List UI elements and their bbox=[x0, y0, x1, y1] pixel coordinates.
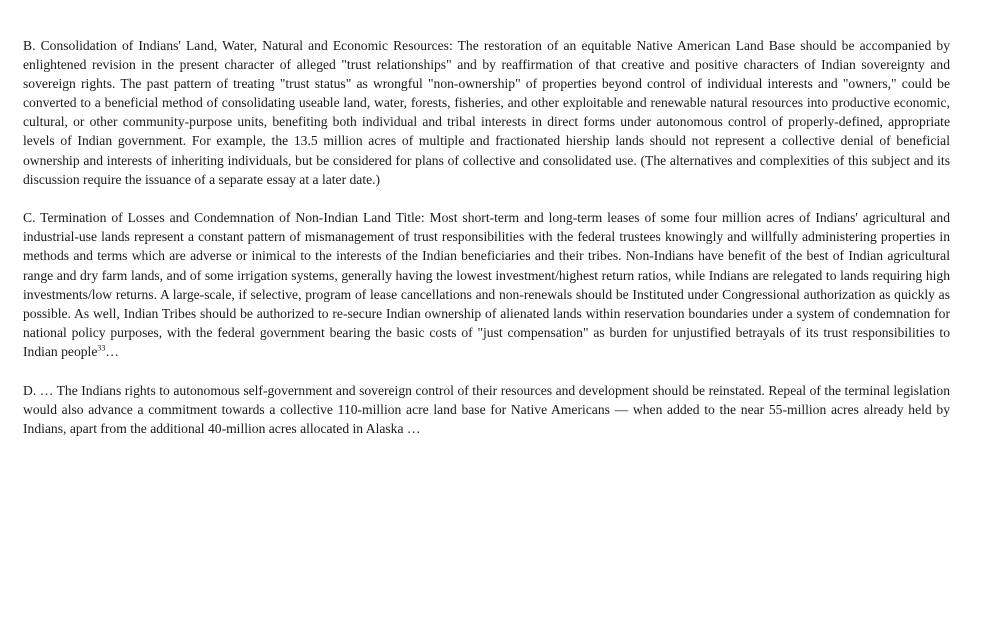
paragraph-b bbox=[23, 36, 950, 189]
document-body bbox=[23, 36, 950, 457]
paragraph-d bbox=[23, 381, 950, 438]
paragraph-d-text: D. … The Indians rights to autonomous self-government and sovereign control of their resources and development should be reinstated. Repeal of the terminal legislation would also advance a commitment towards a collective 110-million acre land base for Native Americans — when added to the near 55-million acres already held by Indians, apart from the additional 40-million acres allocated in Alaska … bbox=[23, 382, 950, 436]
footnote-marker: 33 bbox=[97, 343, 106, 353]
paragraph-b-text: B. Consolidation of Indians' Land, Water, Natural and Economic Resources: The restoration of an equitable Native American Land Base should be accompanied by enlightened revision in the present character of alleged "trust relationships" and by reaffirmation of that creative and positive characters of Indian sovereignty and sovereign rights. The past pattern of treating "trust status" as wrongful "non-ownership" of properties beyond control of individual interests and "owners," could be converted to a beneficial method of consolidating useable land, water, forests, fisheries, and other exploitable and renewable natural resources into productive economic, cultural, or other community-purpose units, benefiting both individual and tribal interests in direct forms under autonomous control of properly-defined, appropriate levels of Indian government. For example, the 13.5 million acres of multiple and fractionated hiership lands should not represent a collective denial of beneficial ownership and interests of inheriting individuals, but be considered for plans of collective and consolidated use. (The alternatives and complexities of this subject and its discussion require the issuance of a separate essay at a later date.) bbox=[23, 38, 950, 187]
paragraph-c-ellipsis: … bbox=[105, 343, 119, 359]
paragraph-c bbox=[23, 208, 950, 361]
paragraph-c-text: C. Termination of Losses and Condemnation of Non-Indian Land Title: Most short-term and long-term leases of some four million acres of Indians' agricultural and industrial-use lands represent a constant pattern of mismanagement of trust responsibilities with the federal trustees knowingly and willfully administering properties in methods and terms which are adverse or inimical to the interests of the Indian beneficiaries and their tribes. Non-Indians have benefit of the best of Indian agricultural range and dry farm lands, and of some irrigation systems, generally having the lowest investment/highest return ratios, while Indians are relegated to lands requiring high investments/low returns. A large-scale, if selective, program of lease cancellations and non-renewals should be Instituted under Congressional authorization as quickly as possible. As well, Indian Tribes should be authorized to re-secure Indian ownership of alienated lands within reservation boundaries under a system of condemnation for national policy purposes, with the federal government bearing the basic costs of "just compensation" as burden for unjustified betrayals of its trust responsibilities to Indian people bbox=[23, 210, 950, 359]
